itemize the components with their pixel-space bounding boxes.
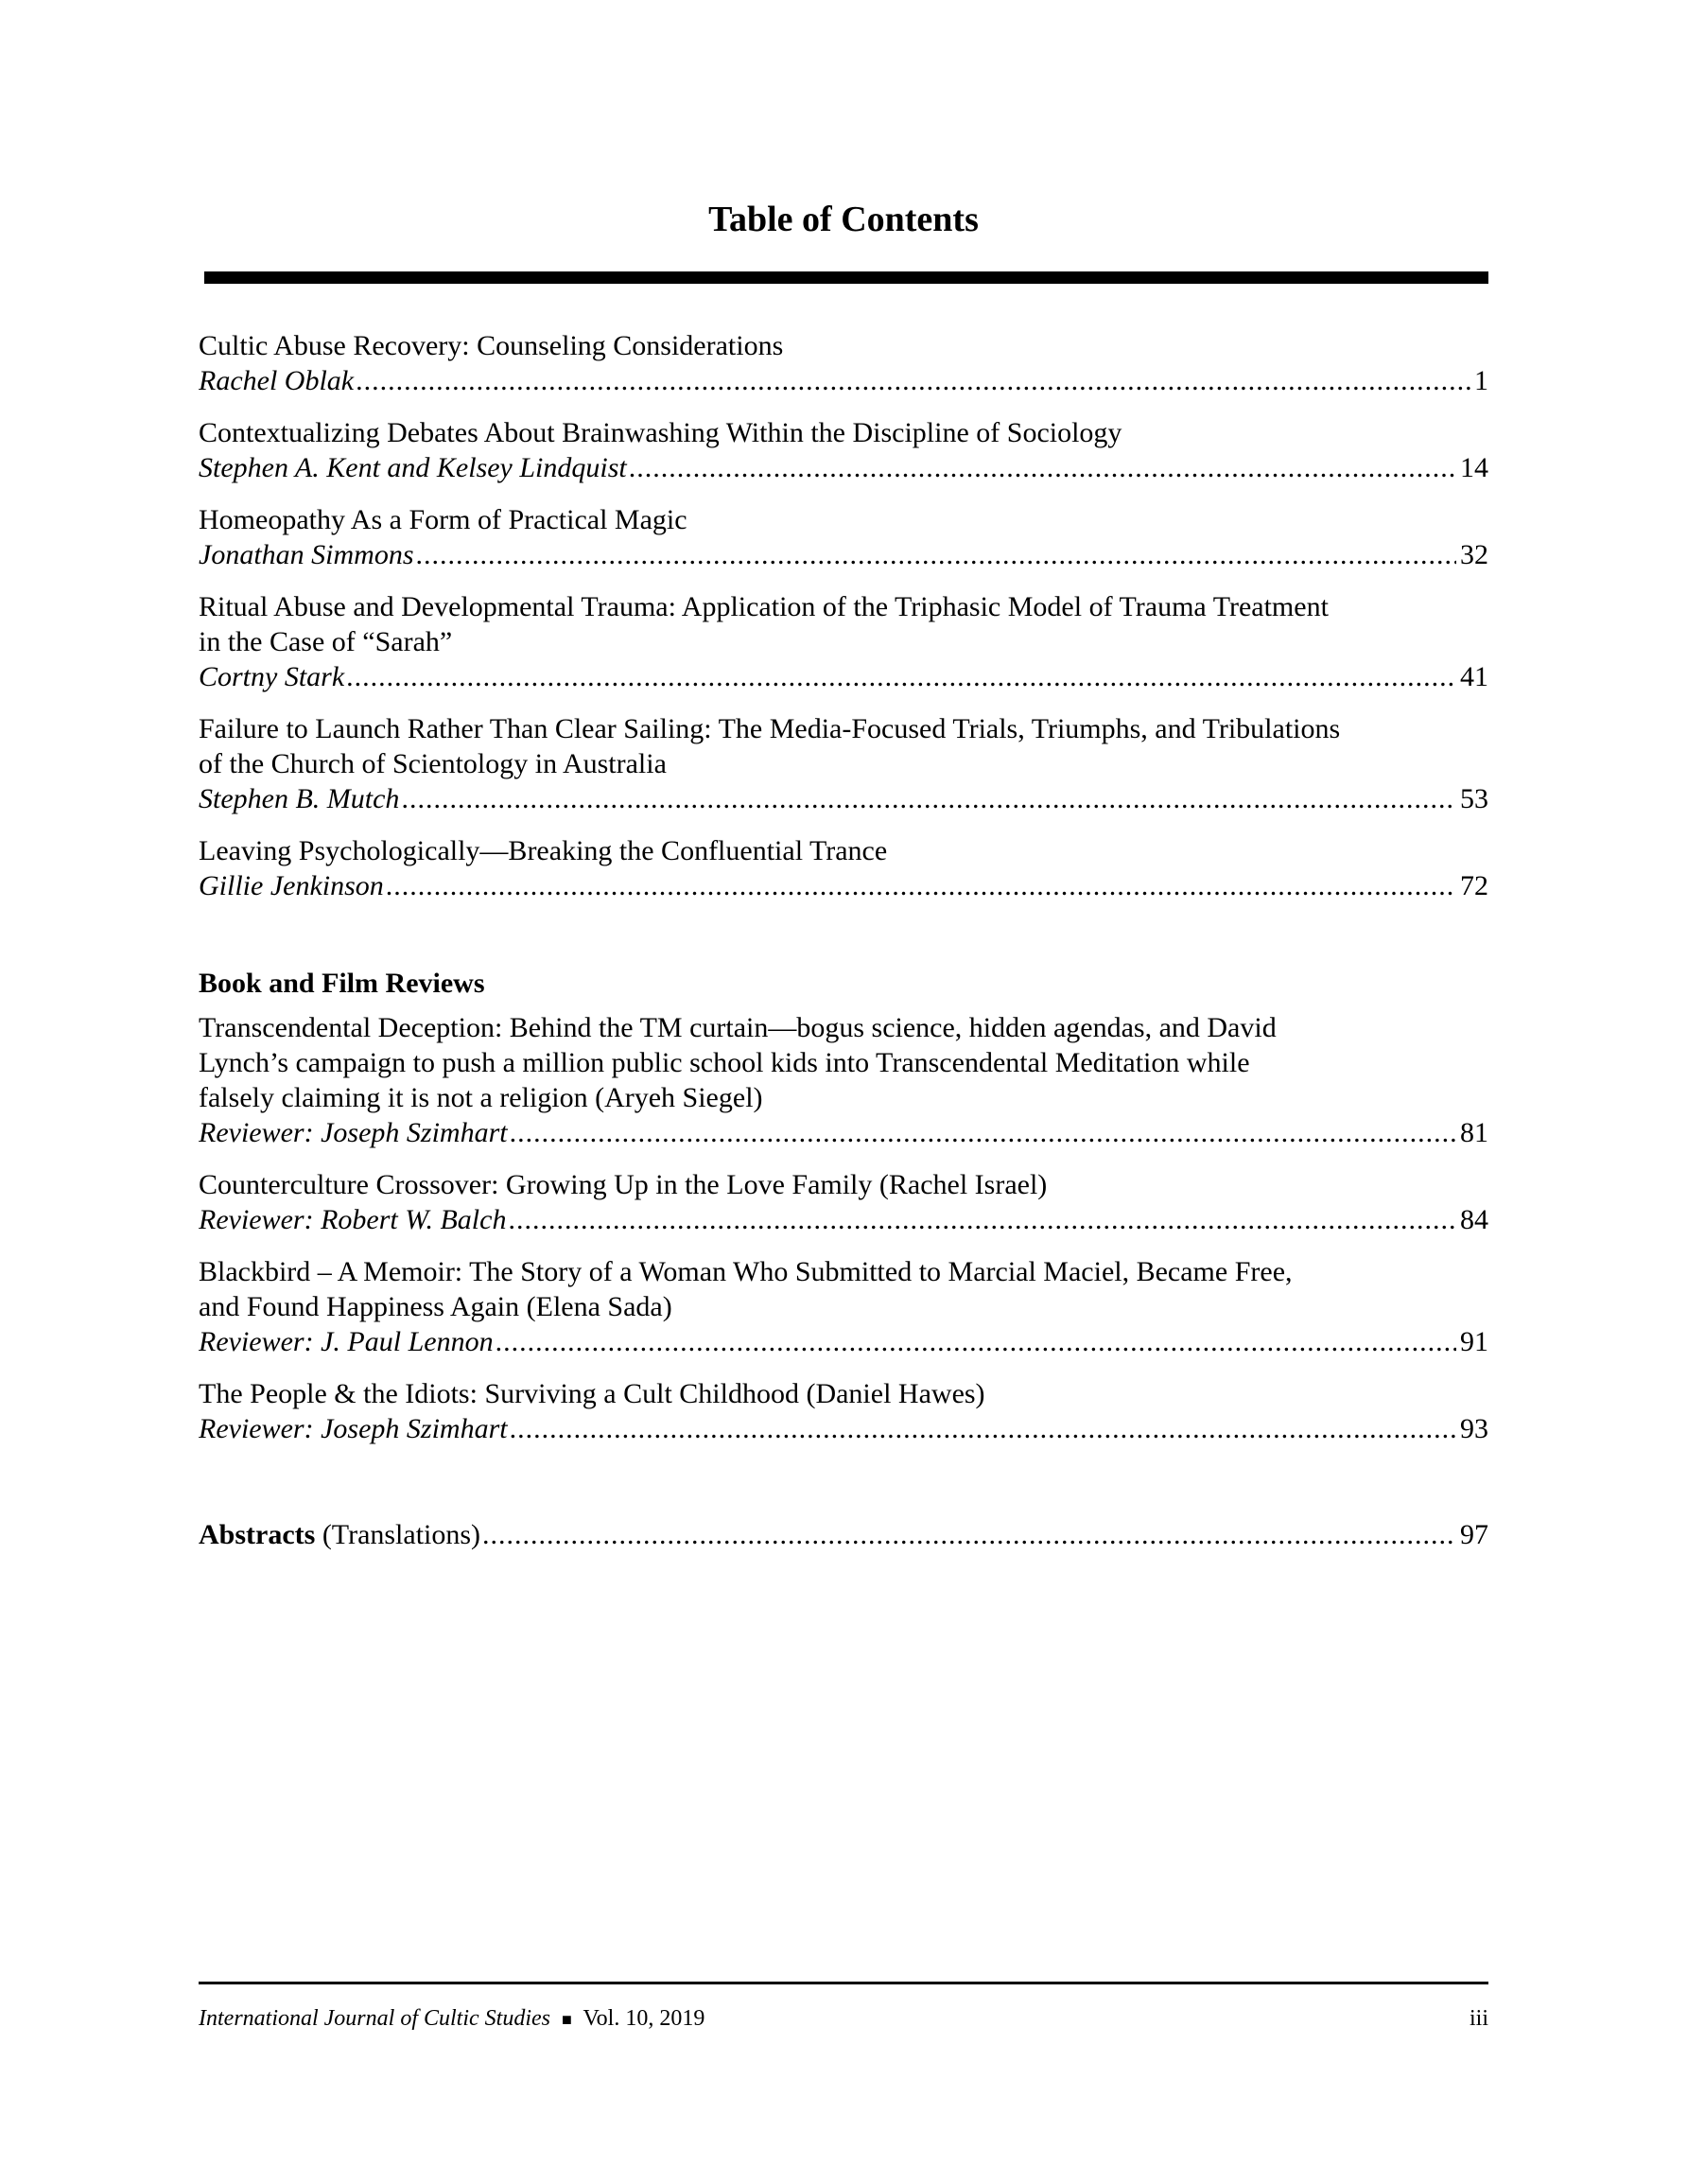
entry-page-number: 41 [1460,661,1488,692]
footer-page-number: iii [1469,2006,1488,2031]
entry-page-number: 14 [1460,452,1488,483]
entry-title-continued: and Found Happiness Again (Elena Sada) [199,1291,672,1322]
entry-author: Gillie Jenkinson [199,870,384,901]
toc-entry[interactable] [199,415,1488,485]
toc-entry[interactable] [199,328,1488,398]
author-line [199,1324,1488,1359]
entry-title-continued: in the Case of “Sarah” [199,626,453,657]
title-rule [204,271,1488,284]
toc-entry[interactable] [199,833,1488,903]
entry-reviewer: Reviewer: Joseph Szimhart [199,1117,508,1148]
dot-leader [386,868,1456,903]
author-line [199,1202,1488,1237]
author-line [199,450,1488,485]
toc-entry[interactable] [199,1254,1488,1359]
dot-leader [510,1411,1456,1446]
author-line [199,537,1488,572]
author-line [199,659,1488,694]
articles-list [199,328,1488,920]
entry-page-number: 97 [1460,1519,1488,1550]
entry-page-number: 72 [1460,870,1488,901]
author-line [199,868,1488,903]
reviews-section [199,966,1488,1463]
dot-leader [508,1202,1456,1237]
entry-page-number: 93 [1460,1413,1488,1444]
abstracts-note: (Translations) [322,1519,481,1550]
toc-entry[interactable] [199,711,1488,816]
entry-title: Failure to Launch Rather Than Clear Sailing: The Media-Focused Trials, Triumphs, and Tribulations [199,713,1341,744]
entry-title: Counterculture Crossover: Growing Up in the Love Family (Rachel Israel) [199,1169,1048,1200]
dot-leader [482,1517,1456,1552]
page-footer [199,2004,1488,2034]
dot-leader [356,363,1470,398]
entry-title: Contextualizing Debates About Brainwashing Within the Discipline of Sociology [199,417,1122,448]
entry-page-number: 32 [1460,539,1488,570]
entry-page-number: 91 [1460,1326,1488,1357]
entry-title-continued: falsely claiming it is not a religion (Aryeh Siegel) [199,1082,763,1113]
separator-square-icon: ■ [561,2010,572,2029]
toc-entry[interactable] [199,1010,1488,1150]
dot-leader [629,450,1456,485]
footer-left [199,2004,704,2034]
toc-entry[interactable] [199,1167,1488,1237]
page-title: Table of Contents [708,200,979,239]
entry-title: Leaving Psychologically—Breaking the Confluential Trance [199,835,888,866]
entry-title: Ritual Abuse and Developmental Trauma: Application of the Triphasic Model of Trauma Treatment [199,591,1329,622]
entry-page-number: 81 [1460,1117,1488,1148]
dot-leader [496,1324,1456,1359]
entry-reviewer: Reviewer: Joseph Szimhart [199,1413,508,1444]
toc-entry[interactable] [199,1376,1488,1446]
entry-page-number: 1 [1474,365,1488,396]
journal-volume: Vol. 10, 2019 [583,2006,705,2031]
author-line [199,781,1488,816]
entry-title-continued: Lynch’s campaign to push a million public school kids into Transcendental Meditation while [199,1047,1250,1078]
abstracts-entry[interactable] [199,1517,1488,1552]
dot-leader [401,781,1456,816]
author-line [199,1115,1488,1150]
entry-title: The People & the Idiots: Surviving a Cult Childhood (Daniel Hawes) [199,1378,985,1409]
entry-title: Transcendental Deception: Behind the TM curtain—bogus science, hidden agendas, and David [199,1012,1277,1043]
abstracts-line [199,1517,1488,1552]
entry-author: Jonathan Simmons [199,539,414,570]
entry-reviewer: Reviewer: J. Paul Lennon [199,1326,494,1357]
author-line [199,363,1488,398]
dot-leader [510,1115,1456,1150]
dot-leader [346,659,1456,694]
entry-page-number: 84 [1460,1204,1488,1235]
journal-name: International Journal of Cultic Studies [199,2006,550,2031]
entry-title: Cultic Abuse Recovery: Counseling Considerations [199,330,784,361]
entry-title: Blackbird – A Memoir: The Story of a Woman Who Submitted to Marcial Maciel, Became Free, [199,1256,1293,1287]
entry-author: Rachel Oblak [199,365,355,396]
abstracts-label: Abstracts [199,1519,316,1550]
toc-entry[interactable] [199,589,1488,694]
toc-entry[interactable] [199,502,1488,572]
entry-title-continued: of the Church of Scientology in Australia [199,748,667,779]
entry-page-number: 53 [1460,783,1488,814]
footer-rule [199,1982,1488,1984]
author-line [199,1411,1488,1446]
entry-author: Stephen B. Mutch [199,783,400,814]
dot-leader [416,537,1457,572]
entry-author: Cortny Stark [199,661,345,692]
entry-title: Homeopathy As a Form of Practical Magic [199,504,687,535]
section-heading: Book and Film Reviews [199,968,485,999]
entry-reviewer: Reviewer: Robert W. Balch [199,1204,507,1235]
entry-author: Stephen A. Kent and Kelsey Lindquist [199,452,627,483]
